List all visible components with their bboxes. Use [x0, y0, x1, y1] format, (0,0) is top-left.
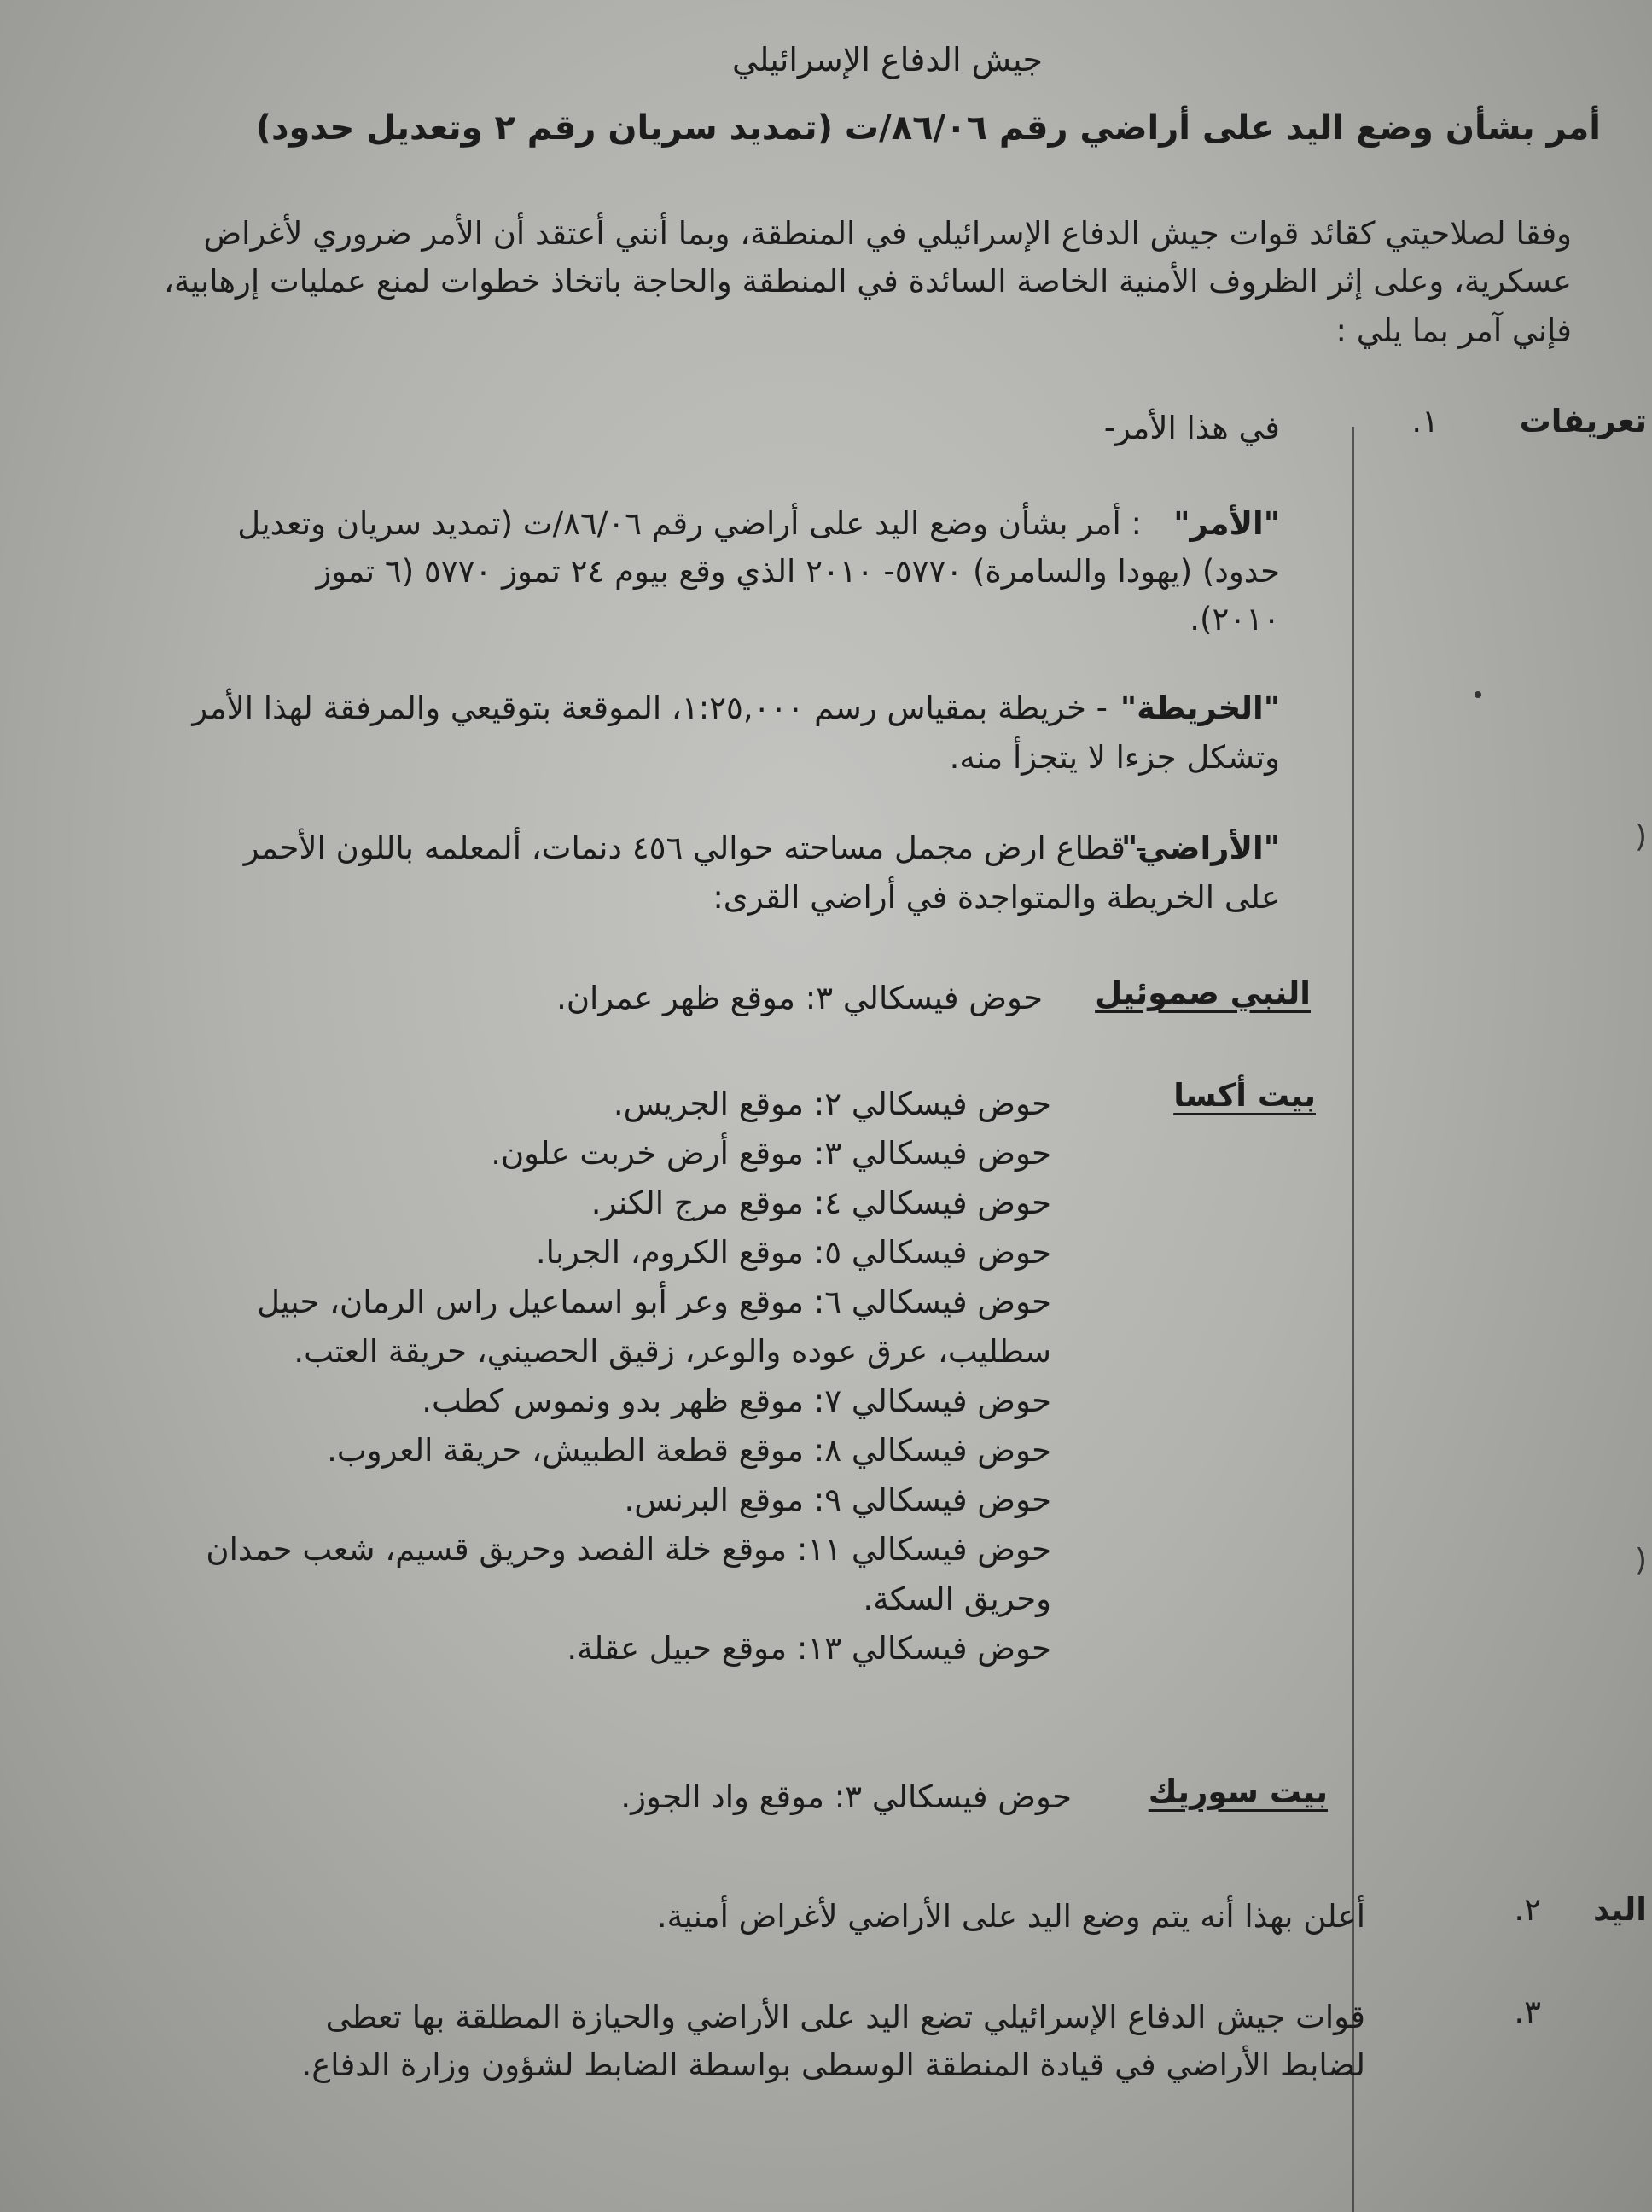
definition-term-lands: "الأراضي" — [1121, 830, 1280, 866]
beit-iksa-line-10: حوض فيسكالي ١١: موقع خلة الفصد وحريق قسيم، شعب حمدان — [206, 1531, 1051, 1568]
definition-lands-line-2: على الخريطة والمتواجدة في أراضي القرى: — [713, 879, 1280, 916]
preamble-line-2: عسكرية، وعلى إثر الظروف الأمنية الخاصة السائدة في المنطقة والحاجة باتخاذ خطوات لمنع عمليات إرهابية، — [164, 263, 1572, 300]
section-2-number: ٢. — [1514, 1891, 1541, 1928]
beit-iksa-line-4: حوض فيسكالي ٥: موقع الكروم، الجربا. — [535, 1234, 1051, 1271]
margin-label-definitions: تعريفات — [1519, 403, 1647, 439]
definition-lands-line-1: - قطاع ارض مجمل مساحته حوالي ٤٥٦ دنمات، ألمعلمه باللون الأحمر — [243, 830, 1147, 866]
beit-iksa-line-6: سطليب، عرق عوده والوعر، زقيق الحصيني، حريقة العتب. — [294, 1333, 1051, 1370]
definition-order-line-1: : أمر بشأن وضع اليد على أراضي رقم ٨٦/٠٦/ت (تمديد سريان وتعديل — [237, 505, 1142, 542]
beit-iksa-line-9: حوض فيسكالي ٩: موقع البرنس. — [624, 1481, 1051, 1518]
section-3-number: ٣. — [1514, 1994, 1541, 2030]
definition-term-order: "الأمر" — [1173, 505, 1280, 542]
beit-iksa-line-11: وحريق السكة. — [863, 1580, 1051, 1617]
section-1-number: ١. — [1411, 403, 1439, 439]
beit-iksa-line-5: حوض فيسكالي ٦: موقع وعر أبو اسماعيل راس الرمان، حبيل — [257, 1284, 1051, 1320]
definition-order-line-3: ٢٠١٠). — [1190, 601, 1280, 637]
section-1-intro: في هذا الأمر- — [1103, 410, 1280, 446]
order-title: أمر بشأن وضع اليد على أراضي رقم ٨٦/٠٦/ت (تمديد سريان رقم ٢ وتعديل حدود) — [255, 108, 1601, 148]
definition-map-line-1: - خريطة بمقياس رسم ١:٢٥,٠٠٠، الموقعة بتوقيعي والمرفقة لهذا الأمر — [192, 690, 1108, 726]
margin-rule-line — [1352, 427, 1354, 2212]
village-nabi-samwil-line: حوض فيسكالي ٣: موقع ظهر عمران. — [556, 980, 1043, 1016]
definition-term-map: "الخريطة" — [1120, 690, 1280, 726]
margin-paren-mark: ) — [1635, 819, 1648, 854]
beit-iksa-line-2: حوض فيسكالي ٣: موقع أرض خربت علون. — [491, 1135, 1051, 1172]
bullet-mark — [1475, 691, 1481, 698]
village-name-nabi-samwil: النبي صموئيل — [1095, 975, 1311, 1011]
margin-label-seizure: اليد — [1592, 1891, 1647, 1928]
village-name-beit-surik: بيت سوريك — [1148, 1773, 1328, 1810]
beit-iksa-line-7: حوض فيسكالي ٧: موقع ظهر بدو ونموس كطب. — [422, 1382, 1051, 1419]
beit-iksa-line-3: حوض فيسكالي ٤: موقع مرج الكنر. — [590, 1185, 1051, 1221]
org-header: جيش الدفاع الإسرائيلي — [732, 41, 1043, 79]
definition-map-line-2: وتشكل جزءا لا يتجزأ منه. — [949, 739, 1280, 776]
section-3-line-2: لضابط الأراضي في قيادة المنطقة الوسطى بواسطة الضابط لشؤون وزارة الدفاع. — [301, 2046, 1365, 2083]
preamble-line-3: فإني آمر بما يلي : — [1335, 312, 1572, 349]
section-3-line-1: قوات جيش الدفاع الإسرائيلي تضع اليد على الأراضي والحيازة المطلقة بها تعطى — [325, 1999, 1365, 2035]
beit-iksa-line-1: حوض فيسكالي ٢: موقع الجريس. — [613, 1086, 1051, 1122]
definition-order-line-2: حدود) (يهودا والسامرة) ٥٧٧٠- ٢٠١٠ الذي وقع بيوم ٢٤ تموز ٥٧٧٠ (٦ تموز — [316, 553, 1280, 590]
village-name-beit-iksa: بيت أكسا — [1173, 1077, 1316, 1114]
section-2-text: أعلن بهذا أنه يتم وضع اليد على الأراضي لأغراض أمنية. — [656, 1898, 1365, 1935]
margin-paren-mark: ) — [1635, 1543, 1648, 1578]
preamble-line-1: وفقا لصلاحيتي كقائد قوات جيش الدفاع الإسرائيلي في المنطقة، وبما أنني أعتقد أن الأمر ضروري لأغراض — [203, 215, 1572, 252]
beit-iksa-line-8: حوض فيسكالي ٨: موقع قطعة الطبيش، حريقة العروب. — [327, 1432, 1051, 1469]
beit-iksa-line-12: حوض فيسكالي ١٣: موقع حبيل عقلة. — [567, 1630, 1051, 1667]
village-beit-surik-line: حوض فيسكالي ٣: موقع واد الجوز. — [620, 1778, 1072, 1815]
